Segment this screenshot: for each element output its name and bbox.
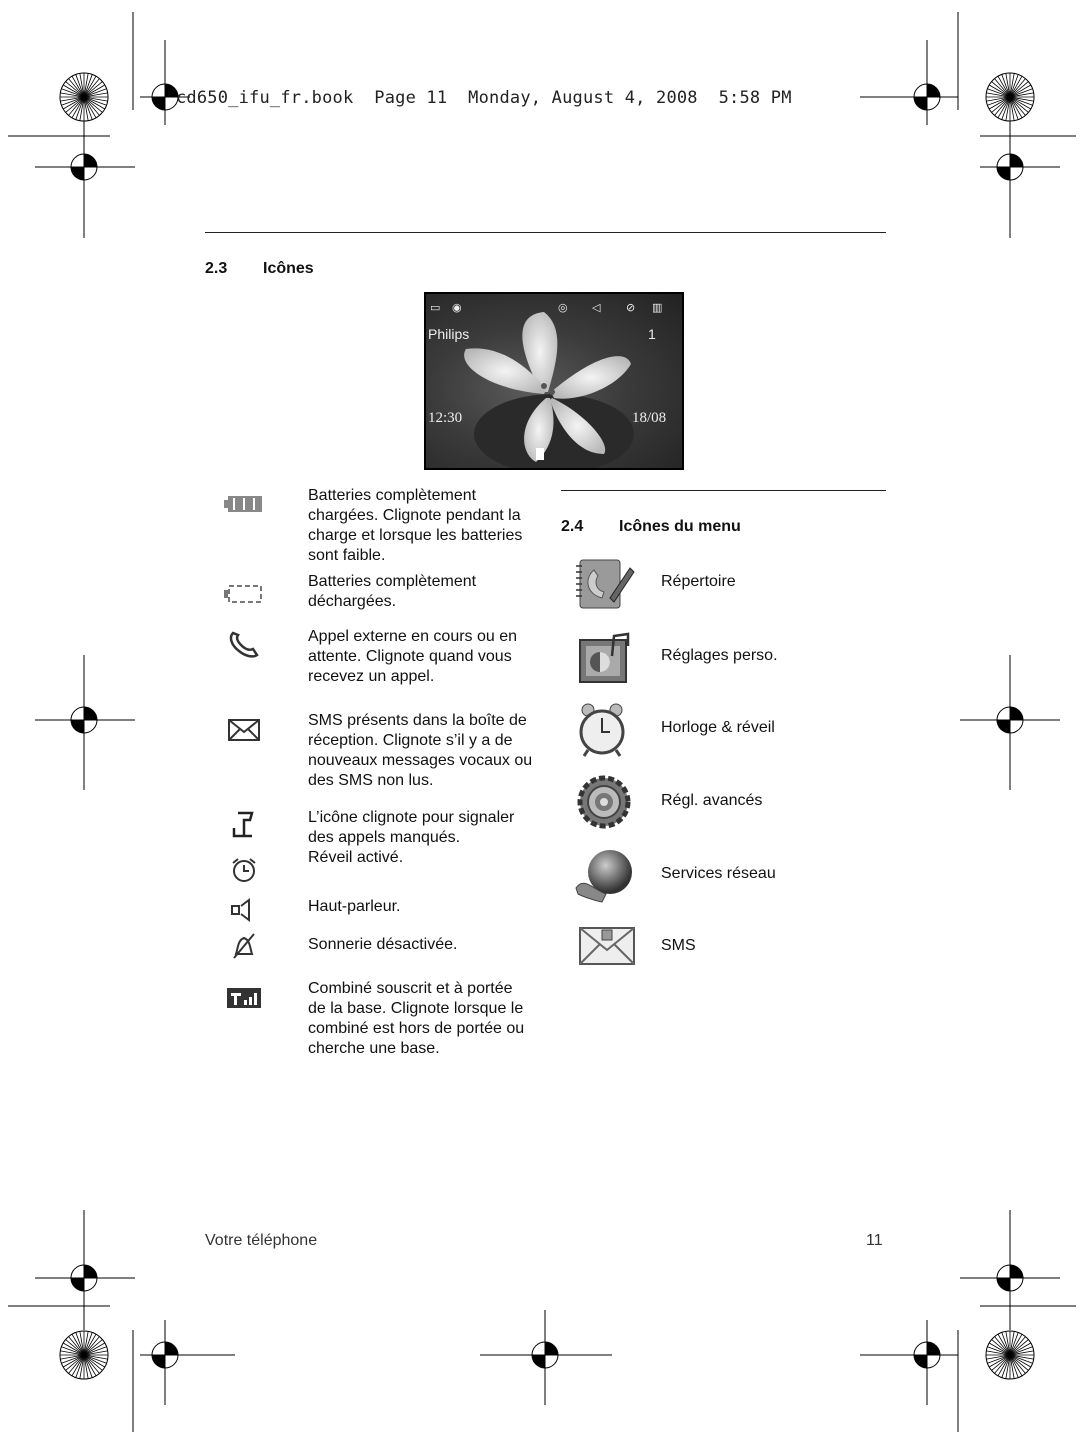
section-heading-icons [205,260,314,278]
phone-screen-image [424,292,684,470]
section-number: 2.4 [561,518,584,535]
section-title: Icônes [263,260,314,277]
icon-description-battery-full: Batteries complètement chargées. Clignote pendant la charge et lorsque les batteries sont faible. [308,487,523,564]
icon-description-ringer-off: Sonnerie désactivée. [308,936,458,953]
alarm-clock-icon [220,854,268,886]
menu-item-sms: SMS [661,937,696,954]
screen-operator: Philips [428,326,470,342]
missed-calls-icon [220,809,268,841]
envelope-icon [220,714,268,746]
book-header-line: cd650_ifu_fr.book Page 11 Monday, August 4, 2008 5:58 PM [176,88,792,108]
section-heading-menu-icons [561,518,741,536]
network-services-icon [574,846,636,906]
battery-empty-icon [220,578,268,610]
screen-status-icons [430,302,678,316]
icon-description-signal: Combiné souscrit et à portée de la base. Clignote lorsque le combiné est hors de portée ou cherche une base. [308,980,525,1057]
icon-description-sms: SMS présents dans la boîte de réception. Clignote s’il y a de nouveaux messages vocaux ou des SMS non lus. [308,712,533,789]
icon-description-alarm: Réveil activé. [308,849,404,866]
footer-chapter: Votre téléphone [205,1232,318,1249]
footer-page-number: 11 [866,1232,883,1249]
menu-item-advanced-settings: Régl. avancés [661,792,763,809]
screen-date: 18/08 [632,410,667,426]
battery-full-icon [220,488,268,520]
icon-description-speaker: Haut-parleur. [308,898,401,915]
signal-icon: ▥ [652,301,663,314]
icon-description-missed-calls: L’icône clignote pour signaler des appels manqués. [308,809,515,846]
alarm-clock-icon: ◎ [558,301,568,314]
section-number: 2.3 [205,260,228,277]
icon-description-external-call: Appel externe en cours ou en attente. Clignote quand vous recevez un appel. [308,628,518,685]
menu-item-phonebook: Répertoire [661,573,736,590]
sms-icon [578,924,640,984]
advanced-settings-icon [574,774,636,834]
external-call-icon [220,630,268,662]
screen-display [426,294,682,468]
menu-item-personal-settings: Réglages perso. [661,647,778,664]
menu-item-network-services: Services réseau [661,865,776,882]
signal-icon [220,982,268,1014]
envelope-icon: ◉ [452,301,462,314]
section-menu-rule [561,490,886,491]
ringer-off-icon [220,930,268,962]
battery-full-icon: ▭ [430,301,441,314]
ringer-off-icon: ⊘ [626,301,636,314]
phonebook-icon [574,554,636,614]
icon-description-battery-empty: Batteries complètement déchargées. [308,573,477,610]
menu-item-clock-alarm: Horloge & réveil [661,719,775,736]
lily-flower-image [426,294,682,468]
personal-settings-icon [574,630,636,690]
top-rule [205,232,886,233]
screen-time: 12:30 [428,410,463,426]
clock-alarm-icon [574,700,636,760]
section-title: Icônes du menu [619,518,741,535]
screen-handset-number: 1 [648,326,656,342]
speaker-icon: ◁ [592,301,601,314]
speaker-icon [220,894,268,926]
